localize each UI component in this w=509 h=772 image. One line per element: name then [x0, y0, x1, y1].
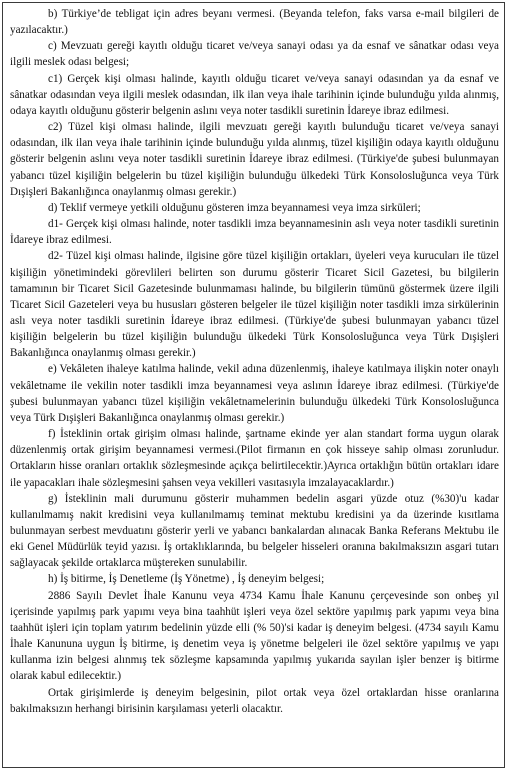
paragraph-f-joint-venture: f) İsteklinin ortak girişim olması halinde, şartname ekinde yer alan standart forma uygun olarak düzenlenmiş ortak girişim beyannamesi vermesi.(Pilot firmanın en çok hisseye sahip olması zorunludur. Ortakların hisse oranları ortaklık sözleşmesinde açıkça belirtilecektir.)Ayrıca ortaklığın bütün ortakları idare ile yapacakları ihale sözleşmesini şahsen veya vekilleri vasıtasıyla imzalayacaklardır.) — [10, 428, 499, 489]
paragraph-d-signature-declaration: d) Teklif vermeye yetkili olduğunu gösteren imza beyannamesi veya imza sirküleri; — [48, 201, 421, 214]
document-frame — [2, 2, 505, 768]
document-body — [3, 3, 504, 717]
paragraph-d1-natural-person: d1- Gerçek kişi olması halinde, noter tasdikli imza beyannamesinin aslı veya noter tasdikli suretinin İdareye ibraz edilmesi. — [10, 218, 499, 247]
paragraph-h-experience-heading: h) İş bitirme, İş Denetleme (İş Yönetme) , İş deneyim belgesi; — [48, 573, 325, 586]
paragraph-d2-legal-entity: d2- Tüzel kişi olması halinde, ilgisine göre tüzel kişiliğin ortakları, üyeleri veya kurucuları ile tüzel kişiliğin yönetimindeki görevlileri belirten son durumu gösterir Ticaret Sicil Gazetesi, bu bilgilerin tamamının bir Ticaret Sicil Gazetesinde bulunmaması halinde, bu bilgilerin tümünü göstermek üzere ilgili Ticaret Sicil Gazeteleri veya bu hususları gösteren belgeler ile tüzel kişiliğin noter tasdikli imza sirkülerinin aslı veya noter tasdikli suretinin İdareye ibraz edilmesi. (Türkiye'de şubesi bulunmayan yabancı tüzel kişiliğin belgelerin bu tüzel kişiliğin bulunduğu ülkedeki Türk Konsolosluğunca veya Türk Dışişleri Bakanlığınca onaylanmış olması gerekir.) — [10, 250, 499, 360]
paragraph-b-address-declaration: b) Türkiye’de tebligat için adres beyanı vermesi. (Beyanda telefon, faks varsa e-mail bilgileri de yazılacaktır.) — [10, 8, 499, 37]
paragraph-g-financial-status: g) İsteklinin mali durumunu gösterir muhammen bedelin asgari yüzde otuz (%30)'u kadar kullanılmamış nakit kredisini veya kullanılmamış teminat mektubu kredisini ya da üzerinde kısıtlama bulunmayan serbest mevduatını gösterir yerli ve yabancı bankalardan alınacak Banka Referans Mektubu ile eki Genel Müdürlük teyid yazısı. İş ortaklıklarında, bu belgeler hisseleri oranına bakılmaksızın asgari tutarı sağlayacak şekilde ortaklarca müştereken sunulabilir. — [10, 492, 499, 570]
paragraph-joint-venture-experience: Ortak girişimlerde iş deneyim belgesinin, pilot ortak veya özel ortaklardan hisse oranlarına bakılmaksızın herhangi birisinin karşılaması yeterli olacaktır. — [10, 686, 499, 715]
paragraph-c2-legal-entity: c2) Tüzel kişi olması halinde, ilgili mevzuatı gereği kayıtlı bulunduğu ticaret ve/veya sanayi odasından, ilk ilan veya ihale tarihinin içinde bulunduğu yılda alınmış, tüzel kişiliğin odaya kayıtlı olduğunu gösterir belgenin aslını veya noter tasdikli suretinin İdareye ibraz edilmesi. (Türkiye'de şubesi bulunmayan yabancı tüzel kişiliğin belgelerin bu tüzel kişiliğin bulunduğu ülkedeki Türk Konsolosluğunca veya Türk Dışişleri Bakanlığınca onaylanmış olması gerekir.) — [10, 121, 499, 198]
paragraph-c1-natural-person: c1) Gerçek kişi olması halinde, kayıtlı olduğu ticaret ve/veya sanayi odasından ya da esnaf ve sânatkar odasından veya ilgili meslek odasından, ilk ilan veya ihale tarihinin içinde bulunduğu yılda alınmış, odaya kayıtlı olduğunu gösterir belgenin aslını veya noter tasdikli suretinin İdareye ibraz edilmesi. — [10, 72, 499, 117]
paragraph-c-chamber-certificate: c) Mevzuatı gereği kayıtlı olduğu ticaret ve/veya sanayi odası ya da esnaf ve sânatkar odası veya ilgili meslek odası belgesi; — [10, 40, 499, 69]
paragraph-experience-details: 2886 Sayılı Devlet İhale Kanunu veya 4734 Kamu İhale Kanunu çerçevesinde son onbeş yıl içerisinde yapılmış park yapımı veya bina taahhüt işleri veya özel sektöre yapılmış park yapımı veya bina taahhüt işleri için toplam yatırım bedelinin yüzde elli (% 50)'si kadar iş deneyim belgesi. (4734 sayılı Kamu İhale Kanununa uygun İş bitirme, iş denetim veya iş yönetme belgeleri ile özel sektöre yapılmış ve yapı kullanma izin belgesi alınmış tek sözleşme kapsamında yapılmış yukarıda sayılan işler benzer iş bitirme olarak kabul edilecektir.) — [10, 589, 499, 683]
paragraph-e-proxy: e) Vekâleten ihaleye katılma halinde, vekil adına düzenlenmiş, ihaleye katılmaya ilişkin noter onaylı vekâletname ile vekilin noter tasdikli imza beyannamesi veya aslının İdareye ibraz edilmesi. (Türkiye'de şubesi bulunmayan yabancı tüzel kişiliğin vekâletnamelerinin bulunduğu ülkedeki Türk Konsolosluğunca veya Türk Dışişleri Bakanlığınca onaylanmış olması gerekir.) — [10, 363, 499, 424]
